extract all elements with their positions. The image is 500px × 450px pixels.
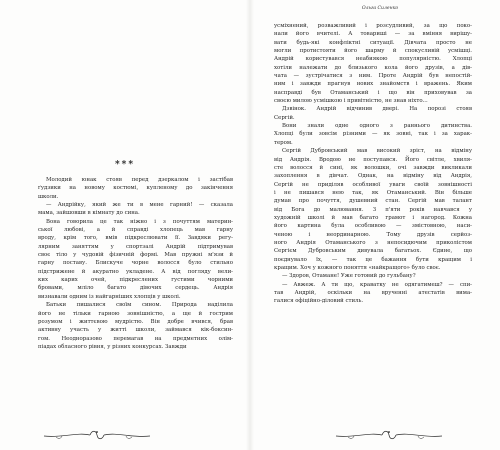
right-page-footer-ornament xyxy=(334,428,444,442)
text-line: підстрижене й акуратно укладене. А від погляду вели- xyxy=(38,268,233,275)
text-line: художній школі й мав багато грамот і нагород. Кожна xyxy=(274,214,472,221)
text-line: захоплення в дівчат. Однак, на відміну від Андрія, xyxy=(274,173,472,180)
text-line: Батьки пишалися своїм сином. Природа наділила xyxy=(46,302,233,309)
text-line: Сергій Дубровський мав високий зріст, на відміну xyxy=(282,148,472,155)
text-line: вроду, крім того, вмів підкреслювати її. Завдяки регу- xyxy=(38,235,233,242)
text-line: могли протистояти його шарму й спокусливій усмішці. xyxy=(274,48,472,55)
text-line: сте волосся й сині, як волошки, очі завжди викликали xyxy=(274,164,472,171)
text-line: — Здоров, Отамане! Уже готовий до гульбану? xyxy=(282,273,416,280)
text-line: кращим. Хоч у кожного поняття «найкращого» було своє. xyxy=(274,264,441,271)
text-line: галися офіційно-діловий стиль. xyxy=(274,298,364,305)
text-line: Сергієм Дубровським дивувала багатьох. Єдине, що xyxy=(274,248,472,255)
text-line: школи. xyxy=(38,193,59,200)
text-line: мама, зайшовши в кімнату до сина. xyxy=(38,210,140,217)
text-line: своє тіло у чудовій фізичній формі. Мав пружні м'язи й xyxy=(38,252,233,259)
text-line: тером. xyxy=(274,139,293,146)
text-line: Андрій користувався неабиякою популярністю. Хлопці xyxy=(274,56,472,63)
text-line: поєднувало їх, — так це бажання бути кращим і xyxy=(274,256,472,263)
section-separator: *** xyxy=(114,160,136,170)
text-line: гом. Неодноразово перемагав на предметних олім- xyxy=(38,335,233,342)
text-line: лярним заняттям у спортзалі Андрій підтримував xyxy=(38,243,233,250)
text-line: ґудзики на новому костюмі, купленому до закінчення xyxy=(38,185,233,192)
flourish-ornament-icon xyxy=(334,428,444,442)
text-line: і не пишався нею так, як Отаманський. Він більше xyxy=(274,189,472,196)
left-page-text xyxy=(38,176,233,351)
text-line: Хлопці були зовсім різними — як зовні, так і за харак- xyxy=(274,131,472,138)
text-line: від Бога до малювання. З п'яти років навчався у xyxy=(274,206,472,213)
text-line: його не тільки гарною зовнішністю, а ще й гострим xyxy=(38,310,233,317)
right-page-text xyxy=(274,22,472,306)
text-line: ного Андрія Отаманського з непосидючим приколістом xyxy=(274,239,472,246)
text-line: Сергій не приділяв особливої уваги своїй зовнішності xyxy=(274,181,472,188)
text-line: думав про почуття, душевний стан. Сергій мав талант xyxy=(274,198,472,205)
text-line: піадах обласного рівня, у різних конкурсах. Завжди xyxy=(38,343,187,350)
text-line: вати будь-які конфліктні ситуації. Дівчата просто не xyxy=(274,39,472,46)
text-line: Вона говорила це так ніжно і з почуттям материн- xyxy=(46,218,233,225)
text-line: чата — зустрічатися з ним. Проте Андрій був непостій- xyxy=(274,73,472,80)
text-line: гарну поставу. Блискуче чорне волосся було стильно xyxy=(38,260,233,267)
text-line: активну участь у житті школи, займався кік-боксин- xyxy=(38,327,233,334)
text-line: ченою і неординарною. Тому друзів серйоз- xyxy=(274,231,472,238)
text-line: ської любові, а й справді хлопець мав гарну xyxy=(38,227,233,234)
text-line: Вони знали одне одного з раннього дитинства. xyxy=(282,123,472,130)
text-line: Сергій. xyxy=(274,114,295,121)
text-line: визнавали одним із найгарніших хлопців у школі. xyxy=(38,293,181,300)
flourish-ornament-icon xyxy=(42,428,152,442)
left-page-footer-ornament xyxy=(42,428,152,442)
text-line: розумом і життєвою мудрістю. Він добре вчився, брав xyxy=(38,318,233,325)
text-line: — Авжеж. А ти що, краватку не одягатимеш? — спи- xyxy=(282,281,472,288)
text-line: Дзвінок. Андрій відчинив двері. На порозі стояв xyxy=(282,106,472,113)
text-line: насправді був Отаманський і що він приховував за xyxy=(274,89,472,96)
text-line: бровами, млілo багато дівочих сердець. Андрія xyxy=(38,285,233,292)
text-line: своєю милою усмішкою і привітністю, не знав ніхто... xyxy=(274,98,428,105)
text-line: хотіли належати до близького кола його друзів, а дів- xyxy=(274,64,472,71)
text-line: тав Андрій, оскільки на врученні атестатів вима- xyxy=(274,290,472,296)
text-line: його картина була особливою — змістовною, наси- xyxy=(274,223,472,230)
text-line: Молодий юнак стояв перед дзеркалом і застібав xyxy=(46,177,233,183)
running-head: Ольга Силенко xyxy=(361,6,399,11)
text-line: ним і завжди прагнув нових знайомств і вражень. Яким xyxy=(274,81,472,88)
text-line: нали його вчителі. А товариші — за вміння вирішу- xyxy=(274,31,472,38)
text-line: — Андрійку, який же ти в мене гарний! — сказала xyxy=(46,202,233,209)
text-line: ких карих очей, підкреслених густими чорними xyxy=(38,277,233,284)
text-line: від Андрія. Вродою не поступався. Його світле, хвиля- xyxy=(274,156,472,163)
text-line: усміхнений, розважливий і розсудливий, за що поко- xyxy=(274,23,472,29)
